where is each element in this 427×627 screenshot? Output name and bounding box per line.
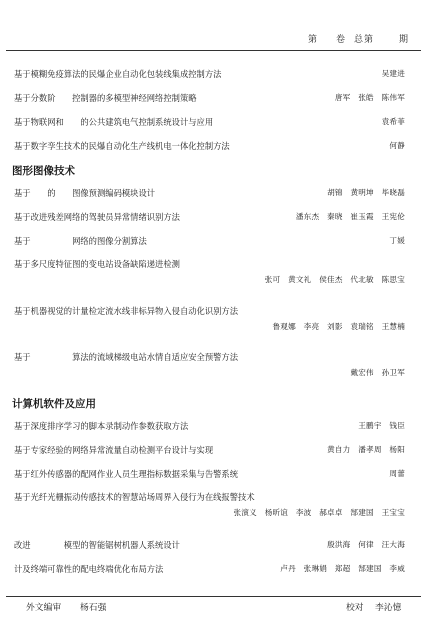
entry-authors: 张可 黄文礼 侯佳杰 代北敏 陈思宝: [264, 275, 405, 284]
entry-authors: 殷洪海 何律 汪大海: [327, 540, 405, 549]
entry-title: 基于模糊免疫算法的民爆企业自动化包装线集成控制方法: [14, 69, 222, 79]
entry-authors: 唐军 张皓 陈伟军: [334, 93, 405, 102]
entry-title: 基于专家经验的网络异常流量自动检测平台设计与实现: [14, 445, 214, 455]
entry-authors: 胡锦 黄明坤 毕晓磊: [327, 188, 405, 197]
toc-entry[interactable]: [14, 491, 413, 521]
entry-title: 基于 的 图像预测编码模块设计: [14, 188, 156, 198]
entry-title: 基于 算法的流域梯级电站水情自适应安全预警方法: [14, 352, 239, 362]
entry-authors: 鲁观娜 李亮 刘影 袁瑞铭 王慧楠: [272, 322, 405, 331]
entry-authors: 周蕾: [389, 469, 405, 478]
header-rule: [6, 50, 421, 51]
entry-title: 计及终端可靠性的配电终端优化布局方法: [14, 564, 164, 574]
header-vol-prefix: 第: [308, 35, 319, 45]
entry-authors: 吴建进: [381, 69, 405, 78]
entry-title: 基于多尺度特征图的变电站设备缺陷递进检测: [14, 259, 180, 269]
entry-title: 基于深度排序学习的脚本录制动作参数获取方法: [14, 421, 189, 431]
entry-authors: 黄自力 潘孝周 杨阳: [327, 445, 405, 454]
toc-entry[interactable]: [14, 351, 413, 381]
section-heading: 计算机软件及应用: [12, 398, 96, 410]
footer-proof-label: 校对: [346, 603, 364, 613]
entry-authors: 丁媛: [389, 236, 405, 245]
entry-authors: 何静: [389, 141, 405, 150]
entry-title: 基于红外传感器的配网作业人员生理指标数据采集与告警系统: [14, 469, 239, 479]
entry-authors: 卢丹 张琳娟 郑超 郜建国 李威: [280, 564, 405, 573]
entry-title: 改进 模型的智能锯树机器人系统设计: [14, 540, 180, 550]
entry-title: 基于数字孪生技术的民爆自动化生产线机电一体化控制方法: [14, 141, 230, 151]
footer-proof-name: 李沁憶: [375, 603, 402, 613]
entry-title: 基于物联网和 的公共建筑电气控制系统设计与应用: [14, 117, 214, 127]
toc-entry[interactable]: [14, 305, 413, 335]
header-total-prefix: 总第: [354, 35, 375, 45]
footer-editor-label: 外文编审: [26, 603, 62, 613]
entry-title: 基于 网络的图像分割算法: [14, 236, 147, 246]
entry-title: 基于光纤光栅振动传感技术的智慧站场周界入侵行为在线报警技术: [14, 492, 255, 502]
entry-authors: 袁希菲: [381, 117, 405, 126]
footer-editor-name: 杨石强: [80, 603, 107, 613]
entry-authors: 王鹏宇 钱臣: [358, 421, 405, 430]
header-vol-suffix: 卷: [336, 35, 347, 45]
toc-entry[interactable]: [14, 258, 413, 288]
entry-title: 基于改进残差网络的驾驶员异常情绪识别方法: [14, 212, 180, 222]
entry-authors: 潘东杰 秦晓 崔玉霞 王宪伦: [295, 212, 405, 221]
entry-authors: 张演义 杨昕谊 李波 郝卓卓 郜建国 王宝宝: [233, 508, 405, 517]
header-issue-suffix: 期: [399, 35, 410, 45]
footer-rule: [6, 596, 421, 597]
entry-title: 基于分数阶 控制器的多模型神经网络控制策略: [14, 93, 197, 103]
running-header: [0, 26, 427, 48]
section-heading: 图形图像技术: [12, 165, 75, 177]
entry-title: 基于机器视觉的计量检定流水线非标异物入侵自动化识别方法: [14, 306, 239, 316]
entry-authors: 戴宏伟 孙卫军: [350, 368, 405, 377]
